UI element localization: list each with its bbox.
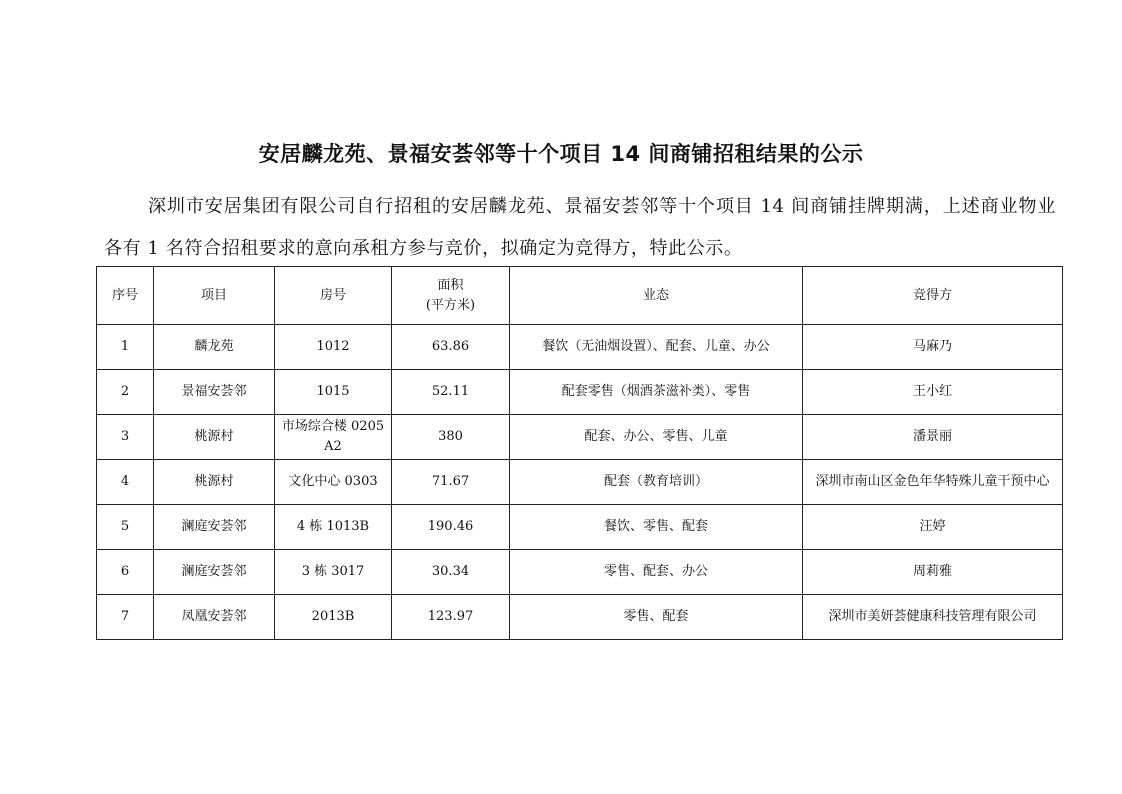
cell-room: 1015 xyxy=(275,370,392,415)
cell-area: 190.46 xyxy=(392,505,510,550)
cell-room: 1012 xyxy=(275,325,392,370)
cell-project: 桃源村 xyxy=(154,415,275,460)
header-business: 业态 xyxy=(510,267,803,325)
cell-business: 餐饮、零售、配套 xyxy=(510,505,803,550)
cell-winner: 潘景丽 xyxy=(803,415,1063,460)
cell-area: 380 xyxy=(392,415,510,460)
cell-project: 澜庭安荟邻 xyxy=(154,550,275,595)
cell-room: 3 栋 3017 xyxy=(275,550,392,595)
cell-seq: 3 xyxy=(97,415,154,460)
cell-room: 文化中心 0303 xyxy=(275,460,392,505)
cell-project: 凤凰安荟邻 xyxy=(154,595,275,640)
cell-seq: 6 xyxy=(97,550,154,595)
header-seq: 序号 xyxy=(97,267,154,325)
cell-winner: 深圳市美妍荟健康科技管理有限公司 xyxy=(803,595,1063,640)
page-title: 安居麟龙苑、景福安荟邻等十个项目 14 间商铺招租结果的公示 xyxy=(258,142,864,166)
cell-project: 桃源村 xyxy=(154,460,275,505)
cell-project: 澜庭安荟邻 xyxy=(154,505,275,550)
cell-business: 配套（教育培训） xyxy=(510,460,803,505)
cell-winner: 王小红 xyxy=(803,370,1063,415)
header-winner: 竞得方 xyxy=(803,267,1063,325)
cell-project: 麟龙苑 xyxy=(154,325,275,370)
header-area-unit: (平方米) xyxy=(425,297,476,313)
cell-area: 52.11 xyxy=(392,370,510,415)
cell-seq: 2 xyxy=(97,370,154,415)
cell-winner: 汪婷 xyxy=(803,505,1063,550)
cell-room: 4 栋 1013B xyxy=(275,505,392,550)
header-room: 房号 xyxy=(275,267,392,325)
table-row xyxy=(97,325,1063,370)
cell-business: 零售、配套 xyxy=(510,595,803,640)
cell-winner: 马麻乃 xyxy=(803,325,1063,370)
cell-winner: 周莉雅 xyxy=(803,550,1063,595)
cell-seq: 7 xyxy=(97,595,154,640)
cell-area: 71.67 xyxy=(392,460,510,505)
table-header-row xyxy=(97,267,1063,325)
cell-area: 63.86 xyxy=(392,325,510,370)
table-row xyxy=(97,370,1063,415)
table-row xyxy=(97,595,1063,640)
header-project: 项目 xyxy=(154,267,275,325)
table-row xyxy=(97,505,1063,550)
cell-business: 配套、办公、零售、儿童 xyxy=(510,415,803,460)
table-row xyxy=(97,550,1063,595)
cell-project: 景福安荟邻 xyxy=(154,370,275,415)
cell-business: 零售、配套、办公 xyxy=(510,550,803,595)
header-area xyxy=(392,267,510,325)
intro-paragraph: 深圳市安居集团有限公司自行招租的安居麟龙苑、景福安荟邻等十个项目 14 间商铺挂牌期满，上述商业物业各有 1 名符合招租要求的意向承租方参与竞价，拟确定为竞得方，特此公示。 xyxy=(104,196,1056,259)
cell-area: 30.34 xyxy=(392,550,510,595)
cell-winner: 深圳市南山区金色年华特殊儿童干预中心 xyxy=(803,460,1063,505)
cell-seq: 5 xyxy=(97,505,154,550)
result-table xyxy=(96,266,1063,640)
cell-room: 市场综合楼 0205A2 xyxy=(275,415,392,460)
cell-business: 餐饮（无油烟设置）、配套、儿童、办公 xyxy=(510,325,803,370)
header-area-label: 面积 xyxy=(437,277,464,293)
cell-seq: 1 xyxy=(97,325,154,370)
cell-room: 2013B xyxy=(275,595,392,640)
cell-area: 123.97 xyxy=(392,595,510,640)
cell-business: 配套零售（烟酒茶滋补类）、零售 xyxy=(510,370,803,415)
cell-seq: 4 xyxy=(97,460,154,505)
table-row xyxy=(97,460,1063,505)
table-row xyxy=(97,415,1063,460)
